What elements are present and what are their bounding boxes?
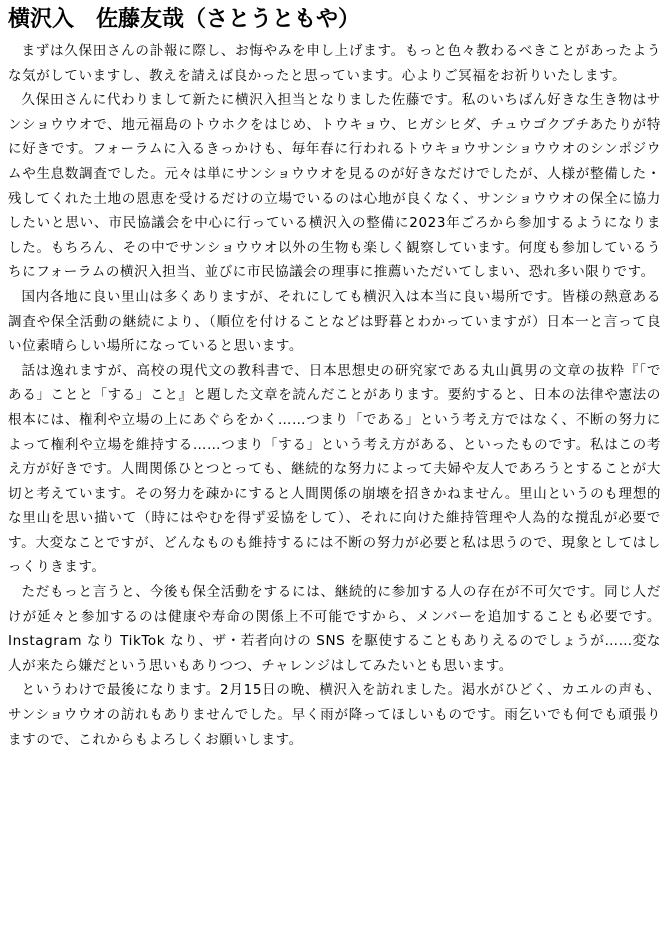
paragraph-maruyama-essay: 話は逸れますが、高校の現代文の教科書で、日本思想史の研究家である丸山眞男の文章の抜粋『「である」ことと「する」こと』と題した文章を読んだことがあります。要約すると、日本の法律や憲法の根本には、権利や立場の上にあぐらをかく……つまり「である」という考え方ではなく、不断の努力によって権利や立場を維持する……つまり「する」という考え方がある、といったものです。私はこの考え方が好きです。人間関係ひとつとっても、継続的な努力によって夫婦や友人であろうとすることが大切と考えています。その努力を疎かにすると人間関係の崩壊を招きかねません。里山というのも理想的な里山を思い描いて（時にはやむを得ず妥協をして）、それに向けた維持管理や人為的な撹乱が必要です。大変なことですが、どんなものも維持するには不断の努力が必要と私は思うので、現象としてはしっくりきます。 bbox=[8, 362, 662, 576]
article-body bbox=[8, 39, 661, 752]
paragraph-closing: というわけで最後になります。2月15日の晩、横沢入を訪れました。渇水がひどく、カエルの声も、サンショウウオの訪れもありませんでした。早く雨が降ってほしいものです。雨乞いでも何でも頑張りますので、これからもよろしくお願いします。 bbox=[8, 682, 661, 748]
paragraph-condolence: まずは久保田さんの訃報に際し、お悔やみを申し上げます。もっと色々教わるべきことがあったような気がしていますし、教えを請えば良かったと思っています。心よりご冥福をお祈りいたします。 bbox=[8, 43, 661, 84]
article-title: 横沢入 佐藤友哉（さとうともや） bbox=[8, 7, 361, 32]
article bbox=[8, 4, 661, 752]
paragraph-yokosawairi-praise: 国内各地に良い里山は多くありますが、それにしても横沢入は本当に良い場所です。皆様の熱意ある調査や保全活動の継続により、（順位を付けることなどは野暮とわかっていますが）日本一と言って良い位素晴らしい場所になっていると思います。 bbox=[8, 288, 661, 355]
paragraph-introduction: 久保田さんに代わりまして新たに横沢入担当となりました佐藤です。私のいちばん好きな生き物はサンショウウオで、地元福島のトウホクをはじめ、トウキョウ、ヒガシヒダ、チュウゴクブチあたりが特に好きです。フォーラムに入るきっかけも、毎年春に行われるトウキョウサンショウウオのシンポジウムや生息数調査でした。元々は単にサンショウウオを見るのが好きなだけでしたが、人様が整備した・残してくれた土地の恩恵を受けるだけの立場でいるのは心地が良くなく、サンショウウオの保全に協力したいと思い、市民協議会を中心に行っている横沢入の整備に2023年ごろから参加するようになりました。もちろん、その中でサンショウウオ以外の生物も楽しく観察しています。何度も参加しているうちにフォーラムの横沢入担当、並びに市民協議会の理事に推薦いただいてしまい、恐れ多い限りです。 bbox=[8, 92, 661, 281]
paragraph-continuity: ただもっと言うと、今後も保全活動をするには、継続的に参加する人の存在が不可欠です。同じ人だけが延々と参加するのは健康や寿命の関係上不可能ですから、メンバーを追加することも必要です。Instagram なり TikTok なり、ザ・若者向けの SNS を駆使することもありえるのでしょうが……変な人が来たら嫌だという思いもありつつ、チャレンジはしてみたいとも思います。 bbox=[8, 584, 661, 674]
